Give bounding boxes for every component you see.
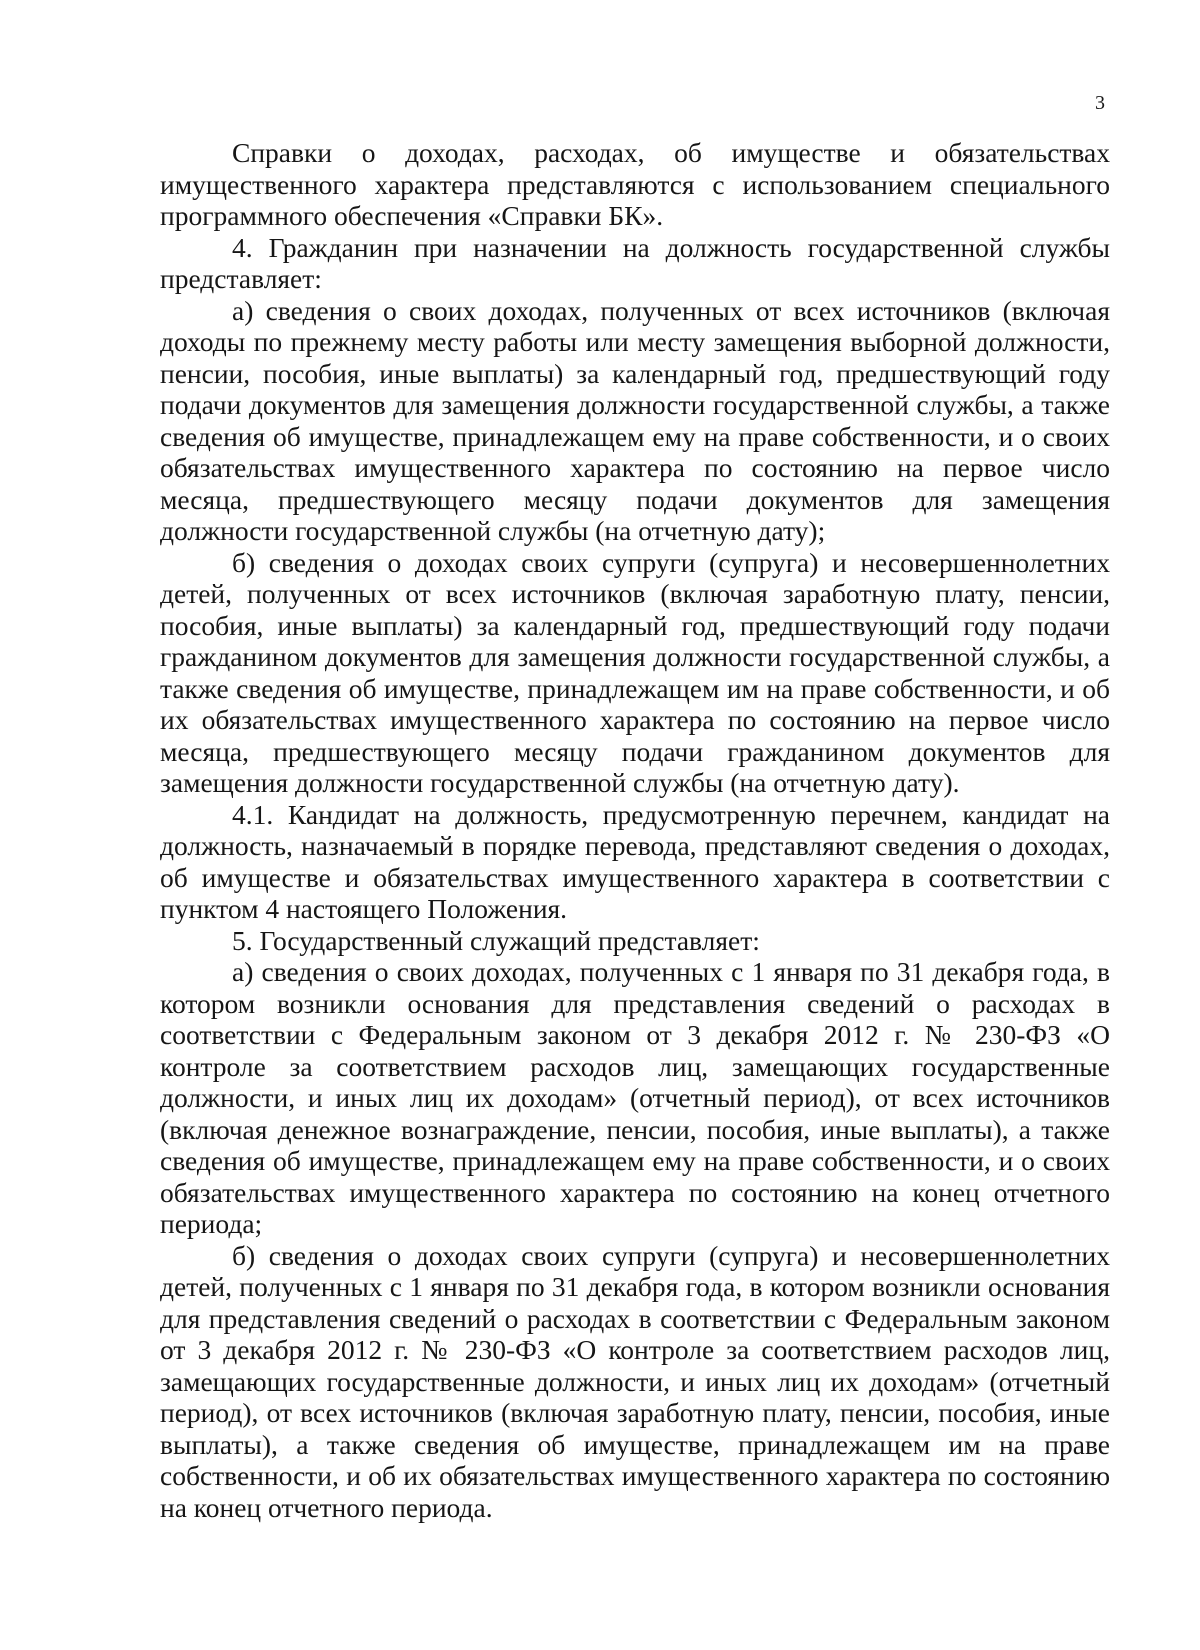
paragraph-4-heading: 4. Гражданин при назначении на должность государственной службы представляет: — [160, 231, 1110, 294]
paragraph-certificates-software: Справки о доходах, расходах, об имуществе и обязательствах имущественного характера представляются с использованием специального программного обеспечения «Справки БК». — [160, 137, 1110, 231]
paragraph-5a: а) сведения о своих доходах, полученных с 1 января по 31 декабря года, в котором возникли основания для представления сведений о расходах в соответствии с Федеральным законом от 3 декабря 2012 г. № 230-ФЗ «О контроле за соответствием расходов лиц, замещающих государственные должности, и иных лиц их доходам» (отчетный период), от всех источников (включая денежное вознаграждение, пенсии, пособия, иные выплаты), а также сведения об имуществе, принадлежащем ему на праве собственности, и о своих обязательствах имущественного характера по состоянию на конец отчетного периода; — [160, 956, 1110, 1239]
paragraph-5b: б) сведения о доходах своих супруги (супруга) и несовершеннолетних детей, полученных с 1 января по 31 декабря года, в котором возникли основания для представления сведений о расходах в соответствии с Федеральным законом от 3 декабря 2012 г. № 230-ФЗ «О контроле за соответствием расходов лиц, замещающих государственные должности, и иных лиц их доходам» (отчетный период), от всех источников (включая заработную плату, пенсии, пособия, иные выплаты), а также сведения об имуществе, принадлежащем им на праве собственности, и об их обязательствах имущественного характера по состоянию на конец отчетного периода. — [160, 1239, 1110, 1523]
paragraph-5-heading: 5. Государственный служащий представляет: — [232, 924, 760, 956]
page-number: 3 — [1095, 92, 1105, 114]
paragraph-4a: а) сведения о своих доходах, полученных от всех источников (включая доходы по прежнему месту работы или месту замещения выборной должности, пенсии, пособия, иные выплаты) за календарный год, предшествующий году подачи документов для замещения должности государственной службы, а также сведения об имуществе, принадлежащем ему на праве собственности, и о своих обязательствах имущественного характера по состоянию на первое число месяца, предшествующего месяцу подачи документов для замещения должности государственной службы (на отчетную дату); — [160, 294, 1110, 546]
document-body — [160, 137, 1110, 1523]
paragraph-4b: б) сведения о доходах своих супруги (супруга) и несовершеннолетних детей, полученных от всех источников (включая заработную плату, пенсии, пособия, иные выплаты) за календарный год, предшествующий году подачи гражданином документов для замещения должности государственной службы, а также сведения об имуществе, принадлежащем им на праве собственности, и об их обязательствах имущественного характера по состоянию на первое число месяца, предшествующего месяцу подачи гражданином документов для замещения должности государственной службы (на отчетную дату). — [160, 546, 1110, 798]
paragraph-4-1: 4.1. Кандидат на должность, предусмотренную перечнем, кандидат на должность, назначаемый в порядке перевода, представляют сведения о доходах, об имуществе и обязательствах имущественного характера в соответствии с пунктом 4 настоящего Положения. — [160, 798, 1110, 924]
